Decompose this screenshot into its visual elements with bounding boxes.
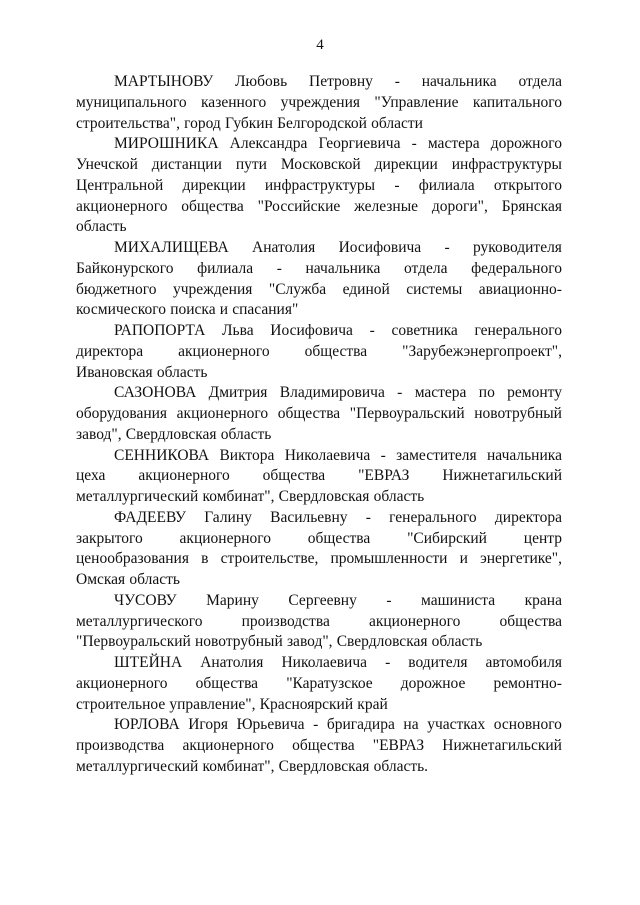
word: цеха bbox=[76, 467, 106, 485]
entry-line bbox=[76, 425, 562, 446]
word: завод", bbox=[286, 633, 333, 651]
word: Ивановская bbox=[76, 363, 153, 381]
word: Нижнетагильский bbox=[442, 737, 562, 754]
entry-line bbox=[76, 114, 562, 135]
word: Иосифовича bbox=[338, 239, 422, 256]
entry-line bbox=[76, 321, 562, 342]
word: дистанции bbox=[151, 156, 222, 173]
word: металлургического bbox=[76, 612, 203, 630]
word: строительства", bbox=[76, 114, 180, 132]
word: МИРОШНИКА bbox=[114, 135, 219, 153]
entry-line bbox=[76, 466, 562, 487]
entry-line bbox=[76, 715, 562, 736]
word: космического bbox=[76, 301, 167, 319]
word: Свердловская bbox=[125, 425, 217, 443]
word: - bbox=[365, 508, 371, 526]
entry-line bbox=[76, 155, 562, 176]
word: общества bbox=[304, 342, 368, 360]
word: новотрубный bbox=[474, 405, 562, 422]
word: Виктора bbox=[219, 446, 275, 464]
word: оборудования bbox=[76, 405, 168, 422]
entry-line bbox=[76, 695, 562, 716]
word: Александра bbox=[229, 135, 308, 153]
word: общества bbox=[277, 405, 341, 422]
word: генерального bbox=[389, 508, 477, 526]
word: область bbox=[129, 571, 180, 588]
award-entry bbox=[76, 591, 562, 653]
word: "Управление bbox=[374, 93, 459, 111]
entry-line bbox=[76, 238, 562, 259]
entry-line bbox=[76, 757, 562, 778]
entry-line bbox=[76, 529, 562, 550]
word: - bbox=[397, 384, 403, 402]
word: производства bbox=[76, 737, 165, 754]
entry-line bbox=[76, 93, 562, 114]
word: бригадира bbox=[326, 716, 395, 734]
word: область bbox=[156, 363, 208, 381]
word: филиала bbox=[197, 259, 254, 277]
entry-line bbox=[76, 591, 562, 612]
word: Игоря bbox=[188, 716, 229, 734]
word: - bbox=[386, 591, 392, 609]
word: акционерного bbox=[176, 405, 269, 422]
word: директора bbox=[494, 508, 562, 526]
word: в bbox=[201, 550, 209, 568]
word: край bbox=[357, 695, 388, 713]
word: мастера bbox=[414, 384, 467, 402]
word: область bbox=[220, 425, 272, 443]
entry-line bbox=[76, 217, 562, 238]
award-entry bbox=[76, 446, 562, 508]
word: - bbox=[394, 73, 400, 90]
word: САЗОНОВА bbox=[114, 384, 197, 402]
word: области bbox=[371, 114, 423, 132]
word: - bbox=[313, 716, 319, 734]
word: область. bbox=[373, 757, 429, 775]
word: Сергеевну bbox=[288, 591, 357, 609]
word: ремонту bbox=[507, 384, 562, 402]
word: общества bbox=[262, 467, 326, 485]
word: акционерного bbox=[368, 612, 461, 630]
word: Петровну bbox=[309, 73, 373, 90]
word: - bbox=[394, 176, 400, 194]
word: Владимировича bbox=[279, 384, 385, 402]
word: федерального bbox=[471, 259, 562, 277]
word: единой bbox=[342, 280, 390, 298]
word: РАПОПОРТА bbox=[114, 322, 206, 339]
word: общества bbox=[499, 612, 562, 630]
word: поиска bbox=[170, 301, 216, 319]
word: Марину bbox=[206, 591, 259, 609]
word: завод", bbox=[76, 425, 122, 443]
word: машиниста bbox=[421, 591, 496, 609]
word: область bbox=[373, 488, 425, 505]
entry-line bbox=[76, 259, 562, 280]
word: ценообразования bbox=[76, 550, 189, 568]
word: Красноярский bbox=[259, 695, 354, 713]
word: ШТЕЙНА bbox=[114, 654, 183, 671]
word: ЮРЛОВА bbox=[114, 716, 180, 734]
word: капитального bbox=[472, 93, 562, 111]
entry-line bbox=[76, 280, 562, 301]
word: комбинат", bbox=[202, 757, 275, 775]
word: Любовь bbox=[235, 73, 288, 90]
page-number: 4 bbox=[316, 37, 324, 53]
word: ЧУСОВУ bbox=[114, 591, 177, 609]
award-entry bbox=[76, 508, 562, 591]
award-entry bbox=[76, 238, 562, 321]
word: новотрубный bbox=[195, 633, 283, 651]
word: общества bbox=[181, 197, 244, 215]
entry-line bbox=[76, 446, 562, 467]
word: дорожное bbox=[400, 674, 466, 692]
award-list bbox=[76, 72, 562, 778]
entry-line bbox=[76, 134, 562, 155]
word: область bbox=[76, 218, 127, 236]
word: по bbox=[478, 384, 495, 402]
entry-line bbox=[76, 176, 562, 197]
word: Свердловская bbox=[278, 757, 370, 775]
word: водителя bbox=[408, 654, 468, 671]
award-entry bbox=[76, 383, 562, 445]
word: металлургический bbox=[76, 488, 199, 505]
word: бюджетного bbox=[76, 280, 157, 298]
word: Губкин bbox=[224, 114, 273, 132]
word: - bbox=[276, 259, 282, 277]
word: промышленности bbox=[330, 550, 448, 568]
word: "Первоуральский bbox=[76, 633, 191, 651]
word: железные bbox=[354, 197, 419, 215]
word: системы bbox=[406, 280, 463, 298]
entry-line bbox=[76, 653, 562, 674]
word: - bbox=[385, 654, 391, 671]
entry-line bbox=[76, 197, 562, 218]
word: производства bbox=[241, 612, 330, 630]
word: строительное bbox=[76, 695, 166, 713]
word: акционерного bbox=[178, 342, 270, 360]
word: - bbox=[380, 446, 386, 464]
word: и bbox=[219, 301, 229, 319]
word: Свердловская bbox=[278, 488, 370, 505]
word: энергетике", bbox=[480, 550, 562, 568]
word: "Сибирский bbox=[407, 529, 487, 547]
word: мастера bbox=[427, 135, 480, 153]
word: инфраструктуры bbox=[451, 156, 562, 173]
word: акционерного bbox=[138, 467, 230, 485]
word: город bbox=[184, 114, 221, 132]
word: Московской bbox=[280, 156, 361, 173]
entry-line bbox=[76, 508, 562, 529]
entry-line bbox=[76, 674, 562, 695]
word: Белгородской bbox=[277, 114, 367, 132]
word: начальника bbox=[487, 446, 562, 464]
word: закрытого bbox=[76, 529, 143, 547]
word: дороги", bbox=[431, 197, 488, 215]
word: дорожного bbox=[490, 135, 562, 153]
word: общества bbox=[195, 674, 259, 692]
entry-line bbox=[76, 363, 562, 384]
award-entry bbox=[76, 134, 562, 238]
entry-line bbox=[76, 549, 562, 570]
word: муниципального bbox=[76, 93, 187, 111]
word: заместителя bbox=[396, 446, 477, 464]
word: отдела bbox=[518, 73, 562, 90]
word: основного bbox=[493, 716, 562, 734]
word: Анатолия bbox=[252, 239, 316, 256]
word: Юрьевича bbox=[236, 716, 305, 734]
word: "Первоуральский bbox=[349, 405, 465, 422]
word: директора bbox=[76, 342, 144, 360]
word: "ЕВРАЗ bbox=[358, 467, 410, 485]
word: акционерного bbox=[76, 197, 168, 215]
word: Байконурского bbox=[76, 259, 174, 277]
award-entry bbox=[76, 72, 562, 134]
entry-line bbox=[76, 300, 562, 321]
word: общества bbox=[292, 737, 355, 754]
word: филиала bbox=[418, 176, 475, 194]
word: общества bbox=[307, 529, 371, 547]
entry-line bbox=[76, 487, 562, 508]
word: "Зарубежэнергопроект", bbox=[402, 342, 562, 360]
word: крана bbox=[524, 591, 562, 609]
word: на bbox=[403, 716, 419, 734]
word: Унечской bbox=[76, 156, 138, 173]
word: МАРТЫНОВУ bbox=[114, 73, 214, 90]
word: Анатолия bbox=[200, 654, 264, 671]
word: область bbox=[431, 633, 483, 651]
word: генерального bbox=[474, 322, 562, 339]
word: начальника bbox=[305, 259, 381, 277]
word: акционерного bbox=[179, 529, 271, 547]
word: металлургический bbox=[76, 757, 199, 775]
word: Георгиевича bbox=[318, 135, 401, 153]
word: учреждения bbox=[280, 93, 361, 111]
word: советника bbox=[391, 322, 458, 339]
entry-line bbox=[76, 404, 562, 425]
entry-line bbox=[76, 632, 562, 653]
word: Центральной bbox=[76, 176, 164, 194]
word: открытого bbox=[493, 176, 562, 194]
award-entry bbox=[76, 321, 562, 383]
word: дирекции bbox=[374, 156, 438, 173]
word: Нижнетагильский bbox=[442, 467, 562, 485]
word: руководителя bbox=[472, 239, 562, 256]
word: учреждения bbox=[173, 280, 253, 298]
word: отдела bbox=[404, 259, 448, 277]
entry-line bbox=[76, 612, 562, 633]
word: центр bbox=[523, 529, 562, 547]
word: казенного bbox=[201, 93, 267, 111]
entry-line bbox=[76, 570, 562, 591]
word: "Российские bbox=[257, 197, 341, 215]
word: участках bbox=[427, 716, 486, 734]
award-entry bbox=[76, 653, 562, 715]
word: дирекции bbox=[182, 176, 246, 194]
word: ФАДЕЕВУ bbox=[114, 508, 187, 526]
word: Дмитрия bbox=[208, 384, 268, 402]
word: "Каратузское bbox=[286, 674, 373, 692]
word: Брянская bbox=[501, 197, 562, 215]
word: Иосифовича bbox=[270, 322, 353, 339]
word: - bbox=[411, 135, 417, 153]
word: Льва bbox=[222, 322, 254, 339]
word: строительстве, bbox=[220, 550, 319, 568]
word: акционерного bbox=[182, 737, 274, 754]
entry-line bbox=[76, 383, 562, 404]
award-entry bbox=[76, 715, 562, 777]
word: комбинат", bbox=[202, 488, 275, 505]
word: МИХАЛИЩЕВА bbox=[114, 239, 229, 256]
word: спасания" bbox=[232, 301, 299, 319]
word: авиационно- bbox=[478, 280, 562, 298]
word: "Служба bbox=[268, 280, 327, 298]
word: "ЕВРАЗ bbox=[372, 737, 425, 754]
word: Галину bbox=[204, 508, 252, 526]
word: инфраструктуры bbox=[264, 176, 376, 194]
word: акционерного bbox=[76, 674, 168, 692]
word: и bbox=[459, 550, 468, 568]
entry-line bbox=[76, 72, 562, 93]
word: - bbox=[369, 322, 375, 339]
word: начальника bbox=[421, 73, 497, 90]
word: Васильевну bbox=[270, 508, 348, 526]
word: Николаевича bbox=[284, 446, 371, 464]
word: Свердловская bbox=[336, 633, 428, 651]
word: автомобиля bbox=[485, 654, 562, 671]
entry-line bbox=[76, 342, 562, 363]
entry-line bbox=[76, 736, 562, 757]
word: - bbox=[444, 239, 450, 256]
word: Омская bbox=[76, 571, 126, 588]
word: Николаевича bbox=[281, 654, 368, 671]
word: управление", bbox=[169, 695, 256, 713]
word: ремонтно- bbox=[493, 674, 562, 692]
word: пути bbox=[235, 156, 267, 173]
word: СЕННИКОВА bbox=[114, 446, 210, 464]
